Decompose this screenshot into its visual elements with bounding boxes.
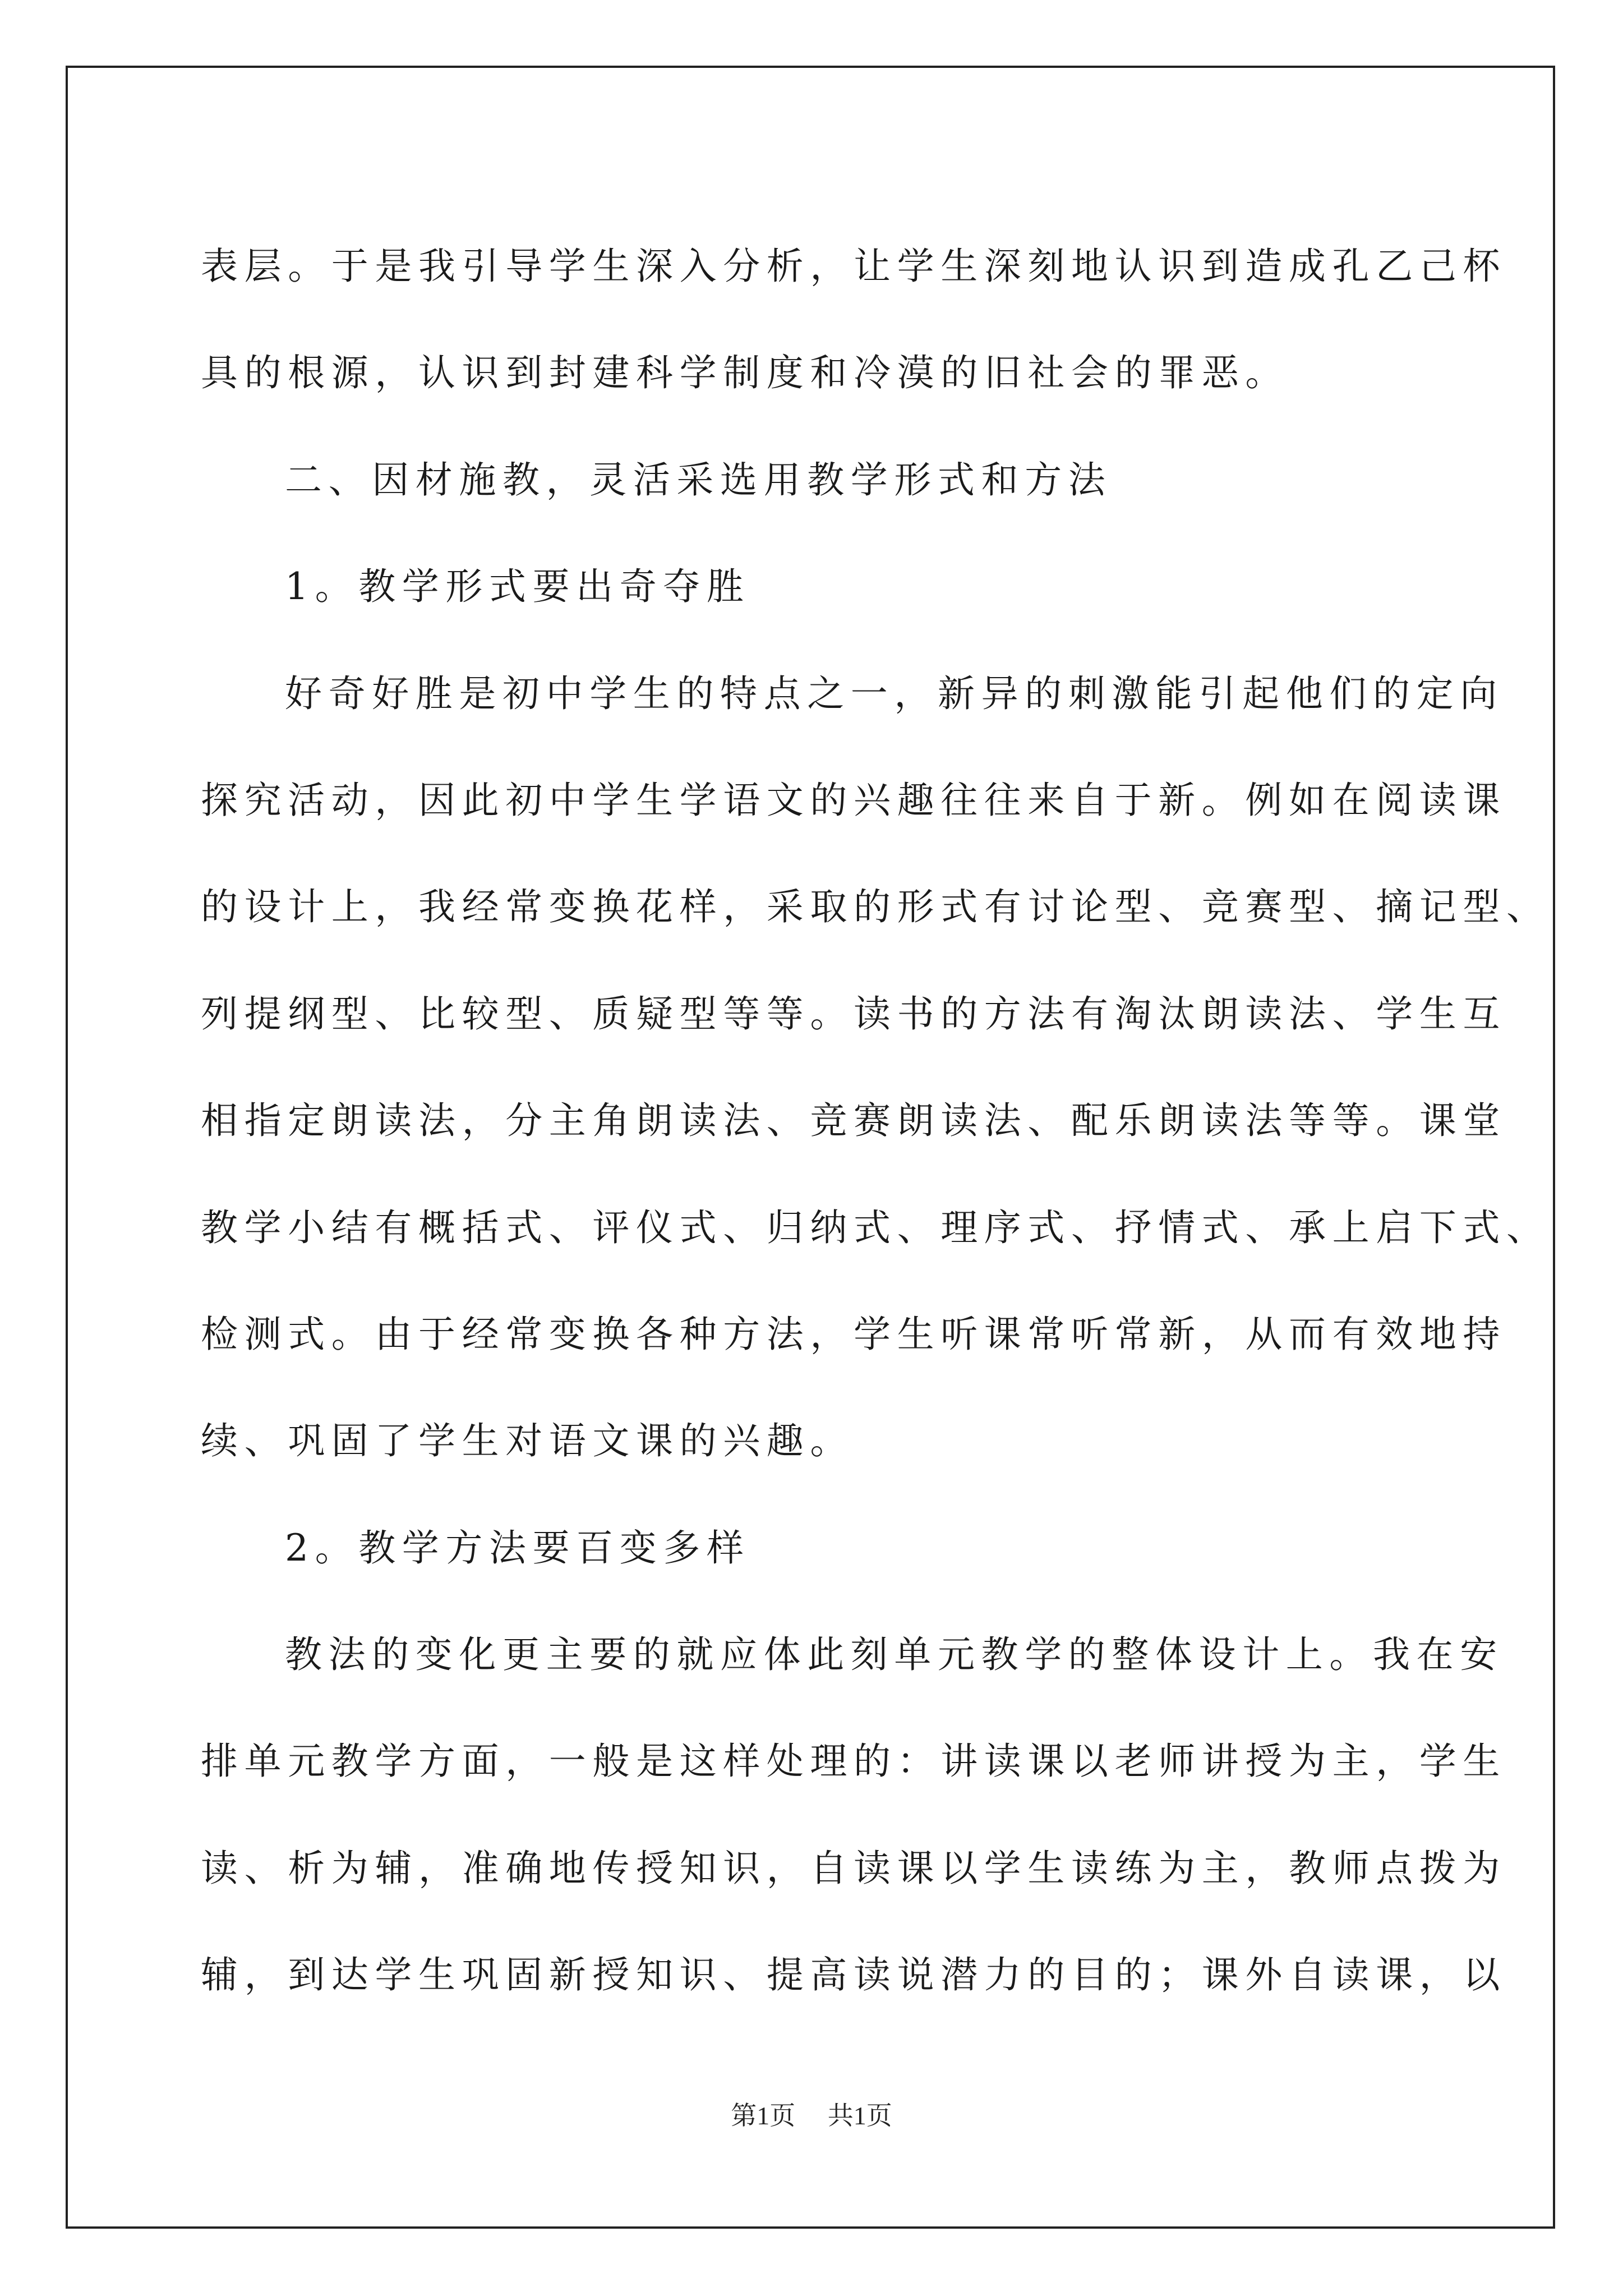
text-line: 2。教学方法要百变多样 <box>285 1526 750 1570</box>
text-line: 相指定朗读法，分主角朗读法、竞赛朗读法、配乐朗读法等等。课堂 <box>201 1099 1506 1143</box>
text-line: 的设计上，我经常变换花样，采取的形式有讨论型、竞赛型、摘记型、 <box>201 885 1550 929</box>
page-footer <box>0 2095 1623 2132</box>
text-line: 读、析为辅，准确地传授知识，自读课以学生读练为主，教师点拨为 <box>201 1846 1506 1890</box>
text-line: 表层。于是我引导学生深入分析，让学生深刻地认识到造成孔乙己杯 <box>201 245 1506 288</box>
text-line: 排单元教学方面，一般是这样处理的：讲读课以老师讲授为主，学生 <box>201 1740 1506 1783</box>
text-line: 具的根源，认识到封建科学制度和冷漠的旧社会的罪恶。 <box>201 351 1289 395</box>
text-line: 好奇好胜是初中学生的特点之一，新异的刺激能引起他们的定向 <box>285 671 1504 715</box>
text-line: 辅，到达学生巩固新授知识、提高读说潜力的目的；课外自读课，以 <box>201 1953 1506 1997</box>
text-line: 二、因材施教，灵活采选用教学形式和方法 <box>285 458 1112 501</box>
text-line: 列提纲型、比较型、质疑型等等。读书的方法有淘汰朗读法、学生互 <box>201 992 1506 1036</box>
page-total: 共1页 <box>827 2101 892 2130</box>
text-line: 1。教学形式要出奇夺胜 <box>285 565 750 609</box>
document-body <box>201 213 1550 2029</box>
page-number: 第1页 <box>731 2101 796 2130</box>
text-line: 教学小结有概括式、评仪式、归纳式、理序式、抒情式、承上启下式、 <box>201 1205 1550 1249</box>
text-line: 检测式。由于经常变换各种方法，学生听课常听常新，从而有效地持 <box>201 1312 1506 1356</box>
text-line: 探究活动，因此初中学生学语文的兴趣往往来自于新。例如在阅读课 <box>201 778 1506 822</box>
text-line: 续、巩固了学生对语文课的兴趣。 <box>201 1419 854 1463</box>
text-line: 教法的变化更主要的就应体此刻单元教学的整体设计上。我在安 <box>285 1633 1504 1677</box>
